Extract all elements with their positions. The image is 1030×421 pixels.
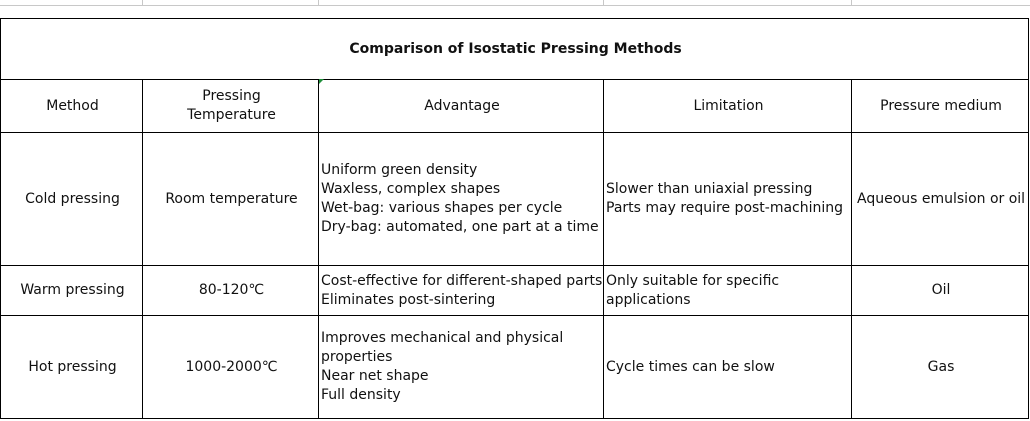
gridline (851, 0, 852, 5)
table-row (1, 266, 1029, 316)
cell-advantage[interactable] (319, 133, 604, 266)
cell-line: Slower than uniaxial pressing (606, 181, 813, 197)
table-row (1, 133, 1029, 266)
comparison-table (0, 18, 1029, 419)
cell-line: Waxless, complex shapes (321, 181, 501, 197)
table-title[interactable]: Comparison of Isostatic Pressing Methods (1, 19, 1029, 80)
cell-line: Wet-bag: various shapes per cycle (321, 200, 563, 216)
header-cell-method[interactable]: Method (1, 80, 143, 133)
header-row (1, 80, 1029, 133)
cell-method[interactable]: Cold pressing (1, 133, 143, 266)
header-cell-limitation[interactable]: Limitation (604, 80, 852, 133)
header-label: Pressing Temperature (187, 88, 276, 123)
cell-medium[interactable]: Oil (852, 266, 1029, 316)
cell-line: Parts may require post-machining (606, 200, 844, 216)
cell-line: Uniform green density (321, 162, 478, 178)
cell-line: Eliminates post-sintering (321, 291, 496, 308)
title-row (1, 19, 1029, 80)
cell-line: Full density (321, 387, 401, 403)
comment-indicator-icon (319, 79, 324, 84)
cell-line: Near net shape (321, 368, 429, 384)
cell-temperature[interactable]: Room temperature (143, 133, 319, 266)
table-row (1, 316, 1029, 419)
cell-advantage[interactable] (319, 316, 604, 419)
previous-row-strip (0, 0, 1030, 6)
cell-line: Cost-effective for different-shaped parts (321, 272, 603, 289)
cell-limitation[interactable] (604, 316, 852, 419)
cell-line: Improves mechanical and physical (321, 330, 564, 346)
cell-line: Dry-bag: automated, one part at a time (321, 219, 599, 235)
cell-method[interactable]: Hot pressing (1, 316, 143, 419)
cell-method[interactable]: Warm pressing (1, 266, 143, 316)
cell-limitation[interactable] (604, 133, 852, 266)
cell-limitation[interactable] (604, 266, 852, 316)
gridline (603, 0, 604, 5)
cell-line: Cycle times can be slow (606, 358, 775, 375)
header-cell-pressure-medium[interactable]: Pressure medium (852, 80, 1029, 133)
cell-medium[interactable]: Gas (852, 316, 1029, 419)
header-cell-pressing-temperature[interactable] (143, 80, 319, 133)
cell-line: properties (321, 349, 393, 365)
cell-temperature[interactable]: 80-120℃ (143, 266, 319, 316)
cell-line: Only suitable for specific applications (606, 272, 780, 308)
gridline (318, 0, 319, 5)
header-cell-advantage[interactable]: Advantage (319, 80, 604, 133)
gridline (142, 0, 143, 5)
cell-temperature[interactable]: 1000-2000℃ (143, 316, 319, 419)
cell-advantage[interactable] (319, 266, 604, 316)
cell-medium[interactable]: Aqueous emulsion or oil (852, 133, 1029, 266)
